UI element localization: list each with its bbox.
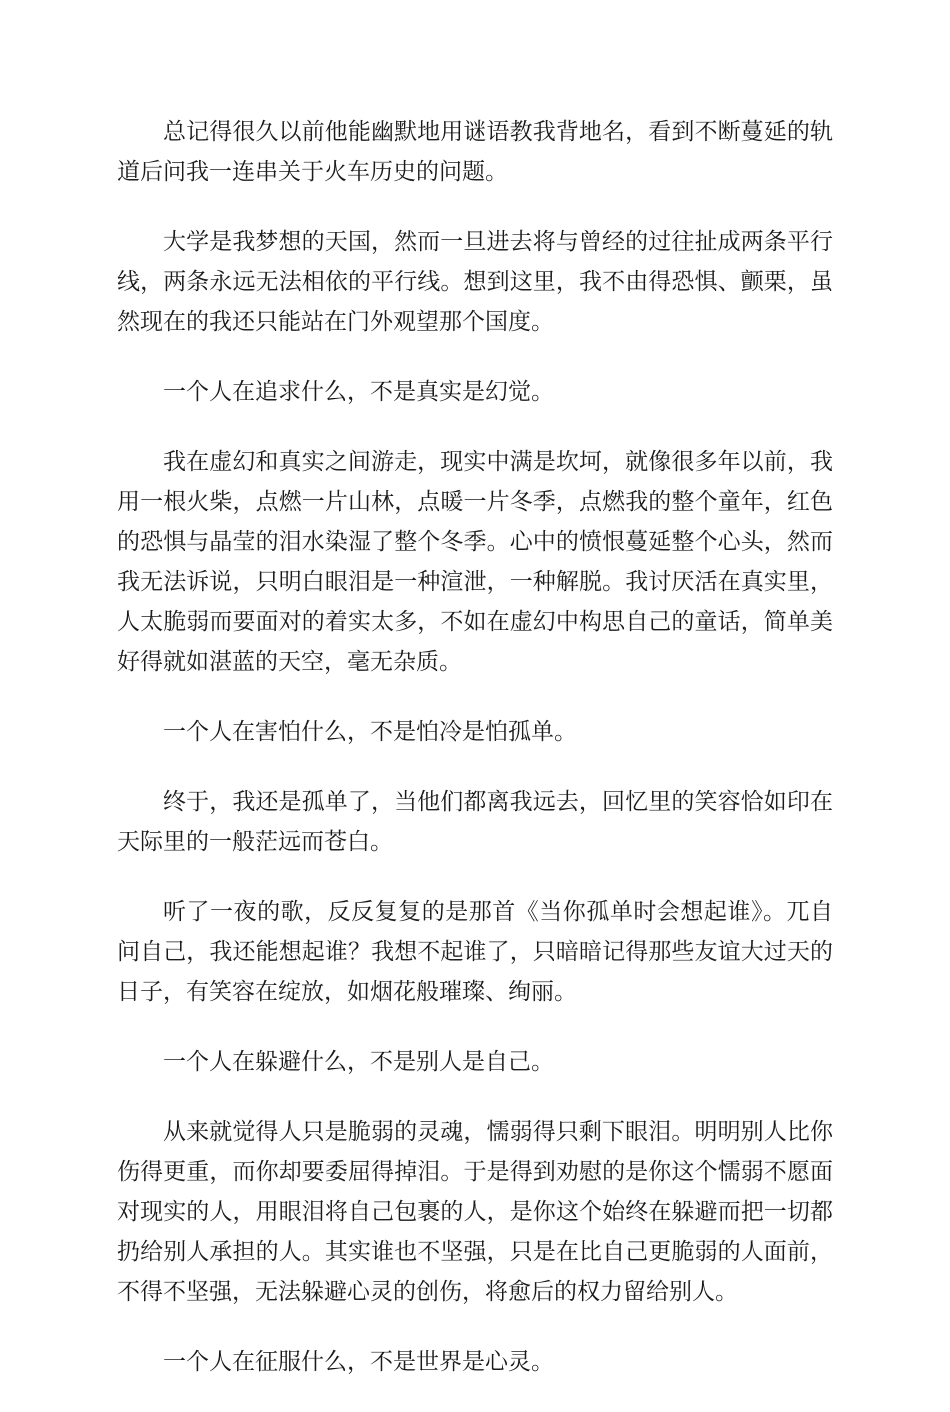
paragraph-6: 终于，我还是孤单了，当他们都离我远去，回忆里的笑容恰如印在天际里的一般茫远而苍白。 (117, 789, 833, 855)
paragraph-2: 大学是我梦想的天国，然而一旦进去将与曾经的过往扯成两条平行线，两条永远无法相依的平行线。想到这里，我不由得恐惧、颤栗，虽然现在的我还只能站在门外观望那个国度。 (117, 229, 833, 335)
paragraph-4: 我在虚幻和真实之间游走，现实中满是坎坷，就像很多年以前，我用一根火柴，点燃一片山林，点暖一片冬季，点燃我的整个童年，红色的恐惧与晶莹的泪水染湿了整个冬季。心中的愤恨蔓延整个心头，然而我无法诉说，只明白眼泪是一种渲泄，一种解脱。我讨厌活在真实里，人太脆弱而要面对的着实太多，不如在虚幻中构思自己的童话，简单美好得就如湛蓝的天空，毫无杂质。 (117, 449, 833, 675)
document-page (117, 112, 833, 1412)
paragraph-9: 从来就觉得人只是脆弱的灵魂，懦弱得只剩下眼泪。明明别人比你伤得更重，而你却要委屈得掉泪。于是得到劝慰的是你这个懦弱不愿面对现实的人，用眼泪将自己包裹的人，是你这个始终在躲避而把一切都扔给别人承担的人。其实谁也不坚强，只是在比自己更脆弱的人面前，不得不坚强，无法躲避心灵的创伤，将愈后的权力留给别人。 (117, 1119, 833, 1305)
paragraph-5: 一个人在害怕什么，不是怕冷是怕孤单。 (163, 719, 577, 745)
paragraph-3: 一个人在追求什么，不是真实是幻觉。 (163, 379, 554, 405)
paragraph-7: 听了一夜的歌，反反复复的是那首《当你孤单时会想起谁》。兀自问自己，我还能想起谁？我想不起谁了，只暗暗记得那些友谊大过天的日子，有笑容在绽放，如烟花般璀璨、绚丽。 (117, 899, 833, 1005)
paragraph-8: 一个人在躲避什么，不是别人是自己。 (163, 1049, 554, 1075)
paragraph-10: 一个人在征服什么，不是世界是心灵。 (163, 1349, 554, 1375)
paragraph-1: 总记得很久以前他能幽默地用谜语教我背地名，看到不断蔓延的轨道后问我一连串关于火车历史的问题。 (117, 119, 833, 185)
